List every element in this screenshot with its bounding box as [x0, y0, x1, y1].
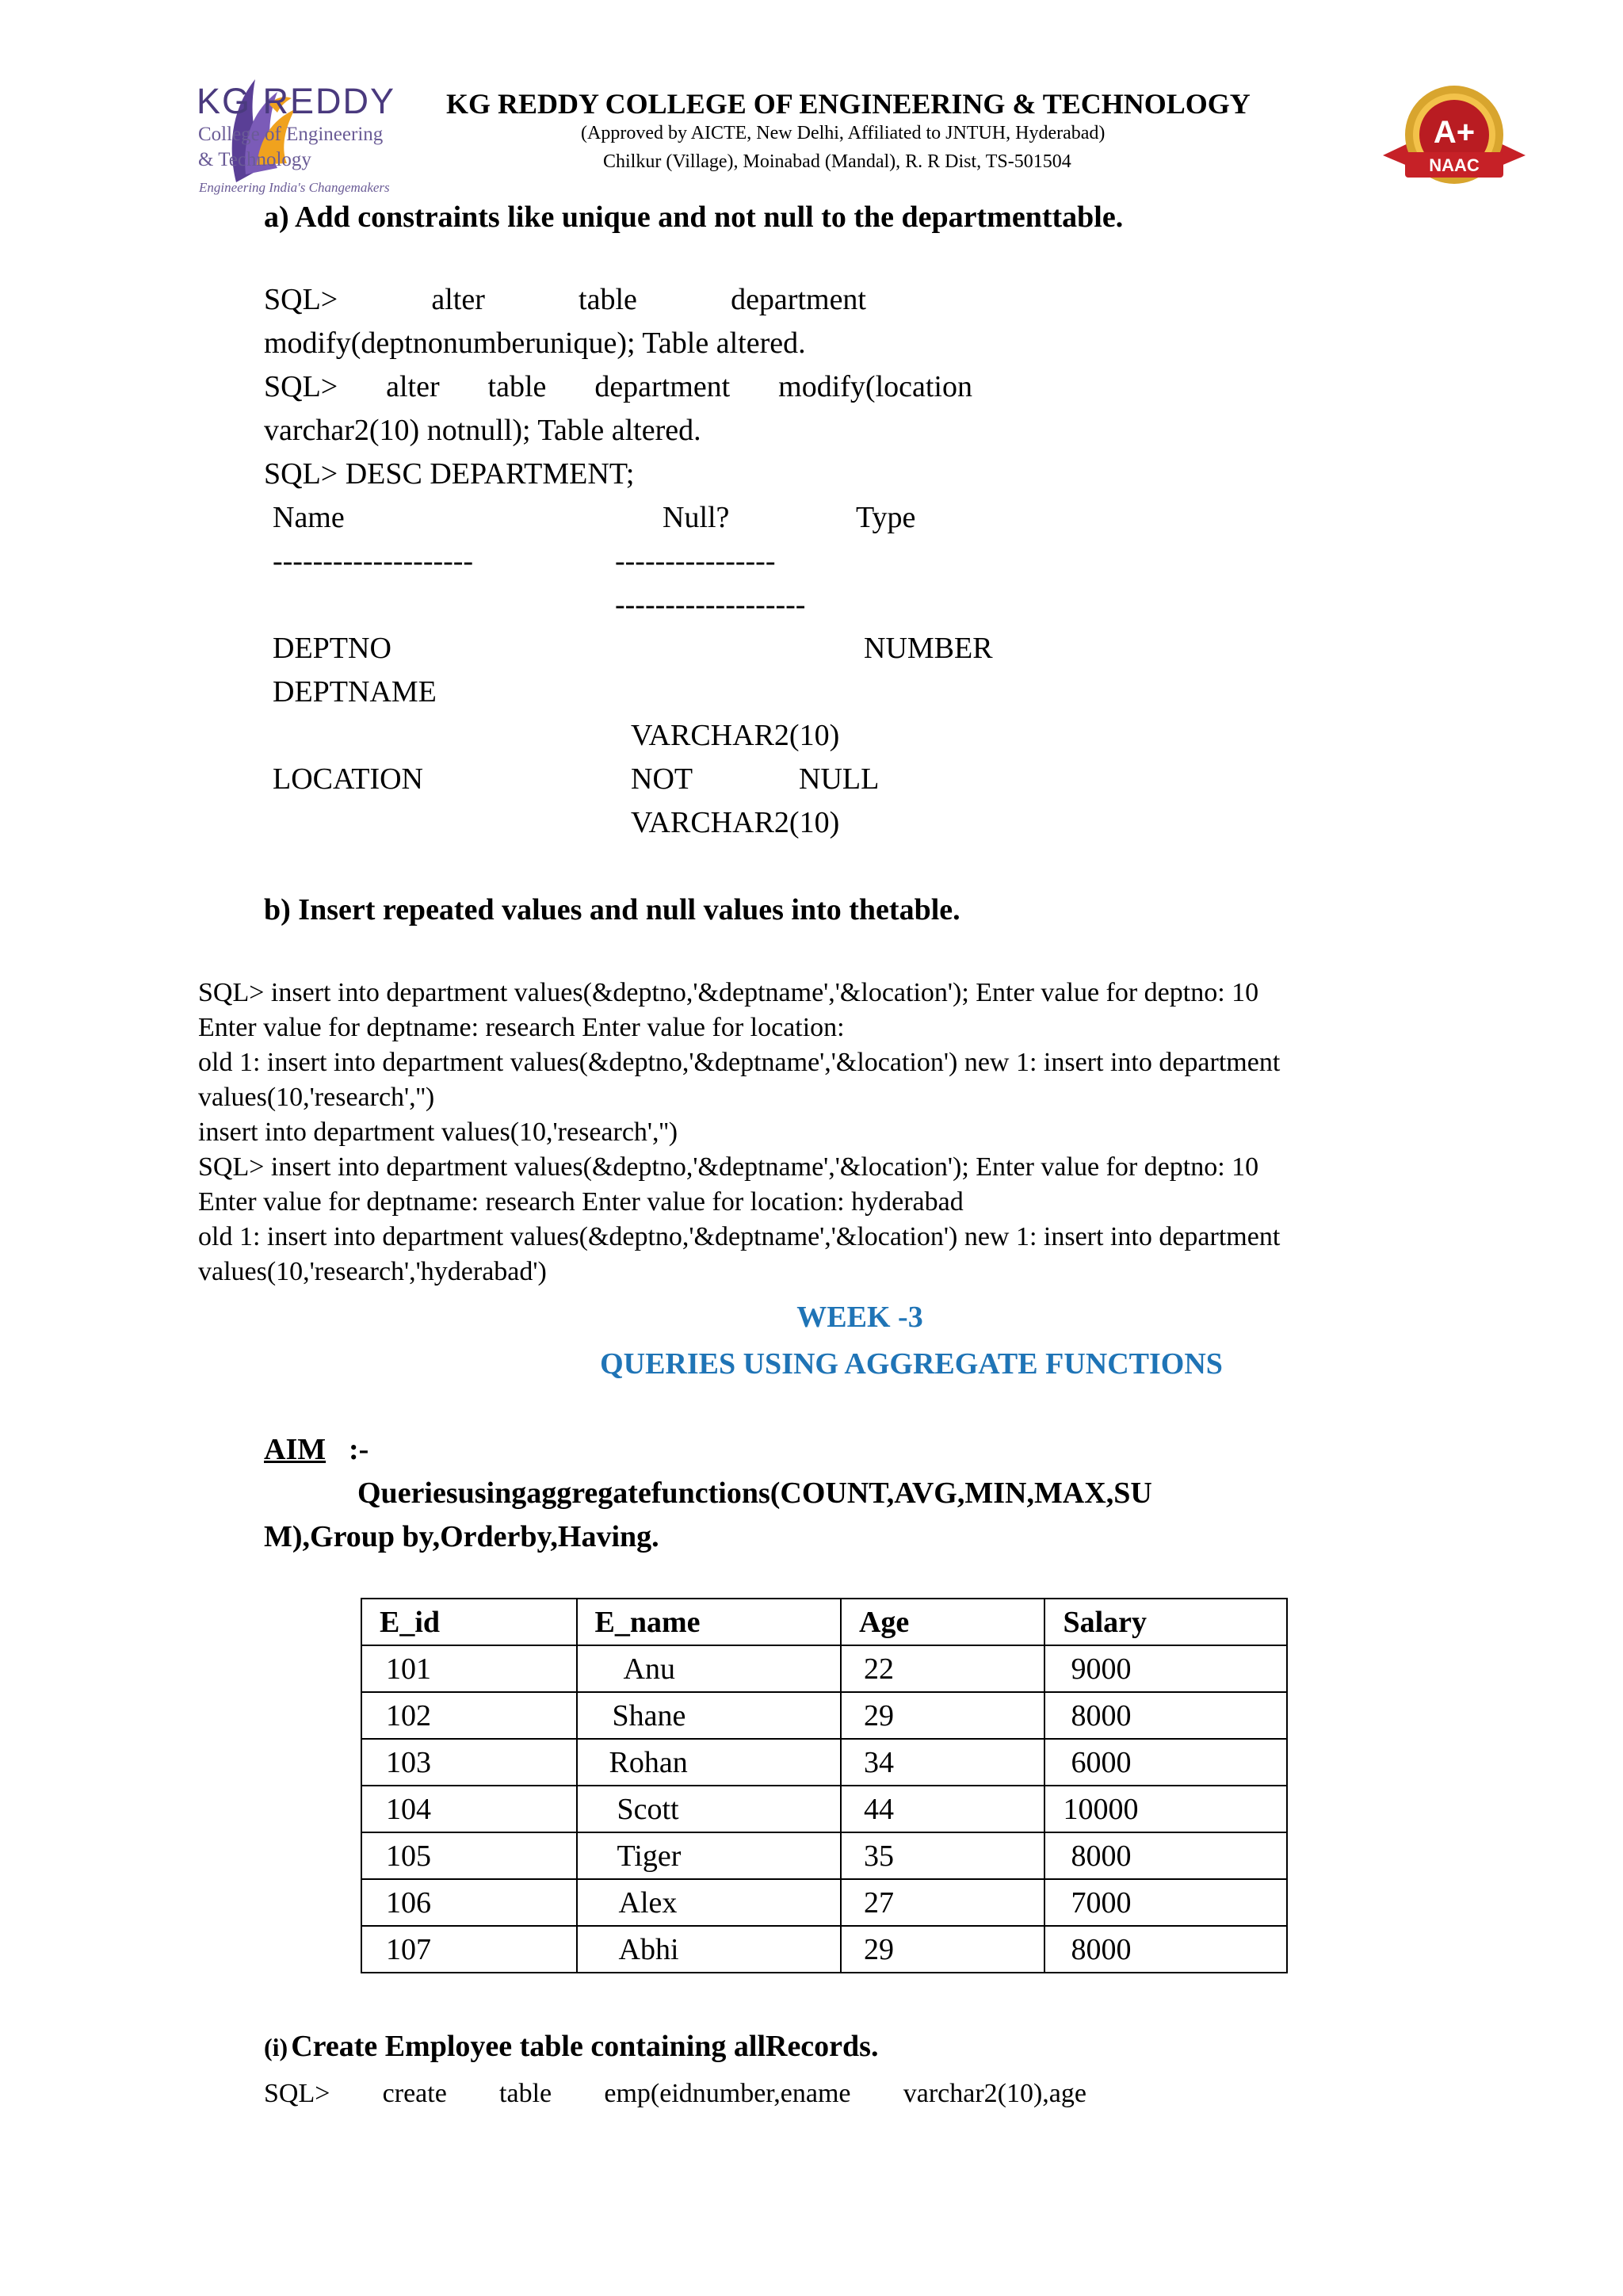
- sql-word: department: [731, 283, 866, 316]
- table-cell: 103: [361, 1739, 577, 1786]
- section-i-heading-text: Create Employee table containing allRecords.: [291, 2030, 879, 2063]
- sql-output-line: SQL> insert into department values(&deptno,'&deptname','&location'); Enter value for deptno: 10: [198, 1152, 1259, 1182]
- table-cell: 8000: [1044, 1832, 1287, 1879]
- desc-row2-name: DEPTNAME: [273, 675, 437, 709]
- table-cell: Tiger: [577, 1832, 841, 1879]
- table-cell: 29: [841, 1692, 1045, 1739]
- sql-line-alter-1: [264, 282, 866, 317]
- section-a-heading: a) Add constraints like unique and not null to the departmenttable.: [264, 201, 1124, 234]
- sql-output-line: Enter value for deptname: research Enter value for location:: [198, 1013, 845, 1042]
- table-row: [361, 1786, 1287, 1832]
- sql-line-create: [264, 2079, 1086, 2109]
- desc-dash-2: ----------------: [615, 544, 776, 578]
- sql-word: emp(eidnumber,ename: [604, 2079, 851, 2108]
- table-row: [361, 1692, 1287, 1739]
- college-address: Chilkur (Village), Moinabad (Mandal), R. R Dist, TS-501504: [603, 151, 1071, 172]
- desc-row3-type: VARCHAR2(10): [631, 806, 840, 839]
- table-cell: 105: [361, 1832, 577, 1879]
- desc-col-type: Type: [856, 501, 916, 534]
- table-cell: Shane: [577, 1692, 841, 1739]
- svg-text:A+: A+: [1433, 115, 1476, 150]
- section-i-heading: [264, 2029, 878, 2064]
- sql-output-line: old 1: insert into department values(&deptno,'&deptname','&location') new 1: insert into department: [198, 1048, 1281, 1077]
- desc-col-name: Name: [273, 501, 345, 534]
- desc-row1-name: DEPTNO: [273, 632, 391, 665]
- table-cell: Anu: [577, 1645, 841, 1692]
- table-cell: Abhi: [577, 1926, 841, 1973]
- table-row: [361, 1645, 1287, 1692]
- desc-row3-name: LOCATION: [273, 762, 423, 796]
- sql-line-alter-1-cont: modify(deptnonumberunique); Table altered.: [264, 327, 806, 360]
- table-cell: 7000: [1044, 1879, 1287, 1926]
- table-cell: 22: [841, 1645, 1045, 1692]
- sql-word: table: [499, 2079, 552, 2108]
- sql-word: table: [487, 370, 547, 403]
- sql-output-line: SQL> insert into department values(&deptno,'&deptname','&location'); Enter value for deptno: 10: [198, 978, 1259, 1007]
- sql-word: varchar2(10),age: [903, 2079, 1086, 2108]
- sql-word: alter: [386, 370, 440, 403]
- college-approval: (Approved by AICTE, New Delhi, Affiliated to JNTUH, Hyderabad): [581, 123, 1106, 143]
- table-row: [361, 1879, 1287, 1926]
- table-cell: 9000: [1044, 1645, 1287, 1692]
- aim-text-line1: Queriesusingaggregatefunctions(COUNT,AVG,MIN,MAX,SU: [357, 1477, 1152, 1510]
- table-cell: 101: [361, 1645, 577, 1692]
- table-header-cell: E_id: [361, 1599, 577, 1645]
- table-cell: Alex: [577, 1879, 841, 1926]
- table-header-cell: Salary: [1044, 1599, 1287, 1645]
- sql-word: table: [579, 283, 637, 316]
- sql-word: department: [594, 370, 731, 403]
- desc-dash-3: -------------------: [615, 588, 806, 621]
- desc-row2-type: VARCHAR2(10): [631, 719, 840, 752]
- logo-title: KG REDDY: [197, 81, 396, 121]
- sql-line-alter-2-cont: varchar2(10) notnull); Table altered.: [264, 414, 701, 447]
- table-row: [361, 1926, 1287, 1973]
- table-row: [361, 1832, 1287, 1879]
- aim-text-line2: M),Group by,Orderby,Having.: [264, 1520, 659, 1553]
- table-cell: 6000: [1044, 1739, 1287, 1786]
- aim-colon: :-: [349, 1433, 369, 1466]
- table-header-cell: E_name: [577, 1599, 841, 1645]
- aim-label: AIM: [264, 1433, 327, 1466]
- table-cell: 27: [841, 1879, 1045, 1926]
- employee-table: [361, 1598, 1288, 1973]
- naac-badge-icon: [1375, 79, 1533, 198]
- sql-word: SQL>: [264, 370, 338, 403]
- sql-word: create: [382, 2079, 447, 2108]
- table-cell: 8000: [1044, 1692, 1287, 1739]
- sql-output-line: old 1: insert into department values(&deptno,'&deptname','&location') new 1: insert into department: [198, 1222, 1281, 1251]
- table-row: [361, 1739, 1287, 1786]
- sql-word: modify(location: [778, 370, 972, 403]
- table-cell: 104: [361, 1786, 577, 1832]
- desc-row3-null: NULL: [799, 762, 880, 796]
- table-cell: 107: [361, 1926, 577, 1973]
- section-b-heading: b) Insert repeated values and null values into thetable.: [264, 893, 960, 926]
- sql-output-line: Enter value for deptname: research Enter value for location: hyderabad: [198, 1187, 964, 1217]
- desc-col-null: Null?: [663, 501, 730, 534]
- table-cell: Scott: [577, 1786, 841, 1832]
- table-header-row: [361, 1599, 1287, 1645]
- desc-dash-1: --------------------: [273, 544, 474, 578]
- desc-row3-not: NOT: [631, 762, 693, 796]
- section-i-prefix: (i): [264, 2033, 288, 2061]
- table-cell: 10000: [1044, 1786, 1287, 1832]
- sql-output-line: values(10,'research','hyderabad'): [198, 1257, 547, 1286]
- logo-subtitle-2: & Technology: [198, 149, 311, 170]
- table-cell: 35: [841, 1832, 1045, 1879]
- sql-word: alter: [431, 283, 485, 316]
- sql-line-desc: SQL> DESC DEPARTMENT;: [264, 457, 635, 491]
- table-header-cell: Age: [841, 1599, 1045, 1645]
- svg-text:NAAC: NAAC: [1429, 155, 1480, 175]
- sql-output-line: insert into department values(10,'research',''): [198, 1117, 678, 1147]
- sql-word: SQL>: [264, 2079, 330, 2108]
- week-title: WEEK -3: [796, 1301, 923, 1334]
- table-cell: Rohan: [577, 1739, 841, 1786]
- table-cell: 44: [841, 1786, 1045, 1832]
- week-subtitle: QUERIES USING AGGREGATE FUNCTIONS: [600, 1347, 1223, 1381]
- sql-line-alter-2: [264, 369, 972, 404]
- sql-word: SQL>: [264, 283, 338, 316]
- college-name: KG REDDY COLLEGE OF ENGINEERING & TECHNOLOGY: [446, 88, 1251, 120]
- desc-row1-type: NUMBER: [864, 632, 993, 665]
- table-cell: 8000: [1044, 1926, 1287, 1973]
- logo-subtitle-1: College of Engineering: [198, 124, 384, 145]
- sql-output-line: values(10,'research',''): [198, 1083, 435, 1112]
- table-cell: 29: [841, 1926, 1045, 1973]
- table-cell: 106: [361, 1879, 577, 1926]
- table-cell: 34: [841, 1739, 1045, 1786]
- logo-tagline: Engineering India's Changemakers: [199, 180, 390, 195]
- table-cell: 102: [361, 1692, 577, 1739]
